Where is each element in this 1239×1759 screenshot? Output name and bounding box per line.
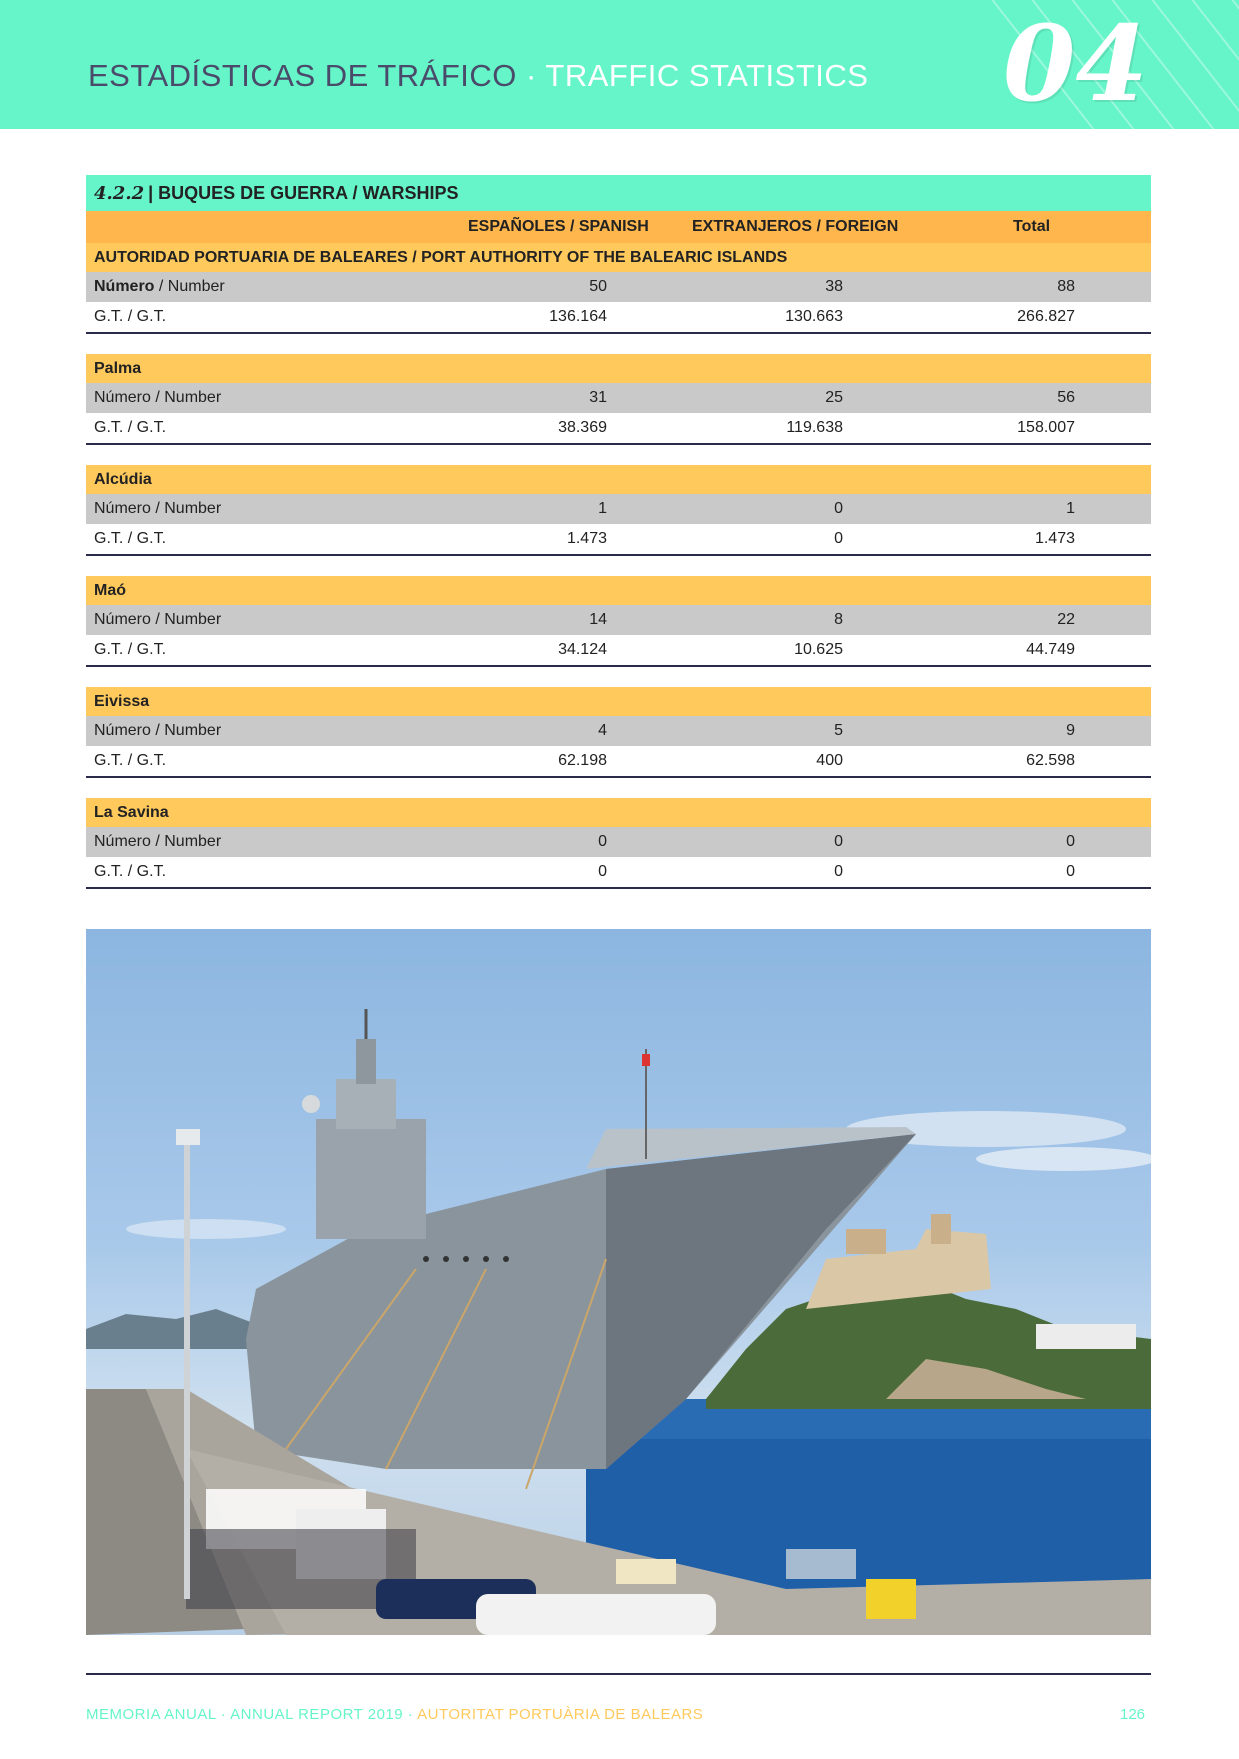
cell-foreign: 0 [834, 833, 843, 850]
cell-spanish: 31 [589, 389, 607, 406]
footer-divider [86, 1673, 1151, 1675]
cell-total: 56 [1057, 389, 1075, 406]
table-row [86, 272, 1151, 302]
cell-total: 62.598 [1026, 752, 1075, 769]
cell-spanish: 38.369 [558, 419, 607, 436]
page-title [88, 58, 868, 94]
table-row [86, 494, 1151, 524]
row-label: Número / Number [94, 611, 222, 628]
footer-report: MEMORIA ANUAL · ANNUAL REPORT 2019 · [86, 1706, 418, 1723]
cell-foreign: 10.625 [794, 641, 843, 658]
section-title: | BUQUES DE GUERRA / WARSHIPS [148, 182, 459, 203]
cell-foreign: 130.663 [785, 308, 843, 325]
section-number: 4.2.2 [94, 182, 145, 204]
cell-total: 0 [1066, 833, 1075, 850]
cell-total: 22 [1057, 611, 1075, 628]
cell-foreign: 400 [816, 752, 843, 769]
table-row [86, 524, 1151, 556]
table-row [86, 716, 1151, 746]
group-header-mao: Maó [86, 576, 1151, 605]
table-row [86, 857, 1151, 889]
cell-foreign: 0 [834, 530, 843, 547]
table-row [86, 635, 1151, 667]
group-header-palma: Palma [86, 354, 1151, 383]
cell-spanish: 14 [589, 611, 607, 628]
cell-foreign: 5 [834, 722, 843, 739]
title-spanish: ESTADÍSTICAS DE TRÁFICO [88, 58, 517, 93]
column-header-total: Total [1013, 218, 1051, 235]
cell-spanish: 0 [598, 863, 607, 880]
cell-spanish: 4 [598, 722, 607, 739]
table-row [86, 746, 1151, 778]
table-title-row [86, 175, 1151, 211]
cell-spanish: 1 [598, 500, 607, 517]
cell-foreign: 0 [834, 500, 843, 517]
cell-total: 44.749 [1026, 641, 1075, 658]
column-header-spanish: ESPAÑOLES / SPANISH [468, 218, 649, 235]
table-row [86, 605, 1151, 635]
cell-foreign: 8 [834, 611, 843, 628]
cell-spanish: 1.473 [566, 530, 607, 547]
column-header-row [86, 211, 1151, 243]
table-row [86, 413, 1151, 445]
cell-foreign: 0 [834, 863, 843, 880]
cell-spanish: 50 [589, 278, 607, 295]
cell-total: 158.007 [1017, 419, 1075, 436]
group-header-port-authority: AUTORIDAD PORTUARIA DE BALEARES / PORT AUTHORITY OF THE BALEARIC ISLANDS [86, 243, 1151, 272]
warships-table [86, 175, 1151, 889]
cell-foreign: 38 [825, 278, 843, 295]
group-header-alcudia: Alcúdia [86, 465, 1151, 494]
cell-total: 0 [1066, 863, 1075, 880]
cell-total: 1 [1066, 500, 1075, 517]
row-label: Número / Number [94, 833, 222, 850]
page-header [0, 0, 1239, 129]
table-row [86, 302, 1151, 334]
cell-spanish: 0 [598, 833, 607, 850]
page-number: 126 [1120, 1706, 1146, 1723]
chapter-number: 04 [1003, 2, 1148, 125]
footer-organization: AUTORITAT PORTUÀRIA DE BALEARS [417, 1706, 704, 1723]
table-row [86, 383, 1151, 413]
table-row [86, 827, 1151, 857]
title-separator: · [516, 58, 546, 93]
cell-total: 1.473 [1034, 530, 1075, 547]
warship-photo [86, 929, 1151, 1635]
row-label: G.T. / G.T. [94, 308, 167, 325]
cell-spanish: 136.164 [549, 308, 607, 325]
cell-foreign: 25 [825, 389, 843, 406]
title-english: TRAFFIC STATISTICS [545, 58, 869, 93]
group-header-la-savina: La Savina [86, 798, 1151, 827]
row-label: Número / Number [94, 500, 222, 517]
row-label: Número / Number [94, 278, 225, 295]
row-label: G.T. / G.T. [94, 419, 167, 436]
cell-spanish: 34.124 [558, 641, 607, 658]
group-header-eivissa: Eivissa [86, 687, 1151, 716]
row-label: G.T. / G.T. [94, 530, 167, 547]
cell-total: 266.827 [1017, 308, 1075, 325]
cell-total: 9 [1066, 722, 1075, 739]
page-footer [86, 1706, 703, 1723]
cell-total: 88 [1057, 278, 1075, 295]
row-label: G.T. / G.T. [94, 641, 167, 658]
column-header-foreign: EXTRANJEROS / FOREIGN [692, 218, 899, 235]
row-label: Número / Number [94, 389, 222, 406]
row-label: G.T. / G.T. [94, 863, 167, 880]
cell-spanish: 62.198 [558, 752, 607, 769]
row-label: Número / Number [94, 722, 222, 739]
cell-foreign: 119.638 [786, 419, 843, 436]
row-label: G.T. / G.T. [94, 752, 167, 769]
